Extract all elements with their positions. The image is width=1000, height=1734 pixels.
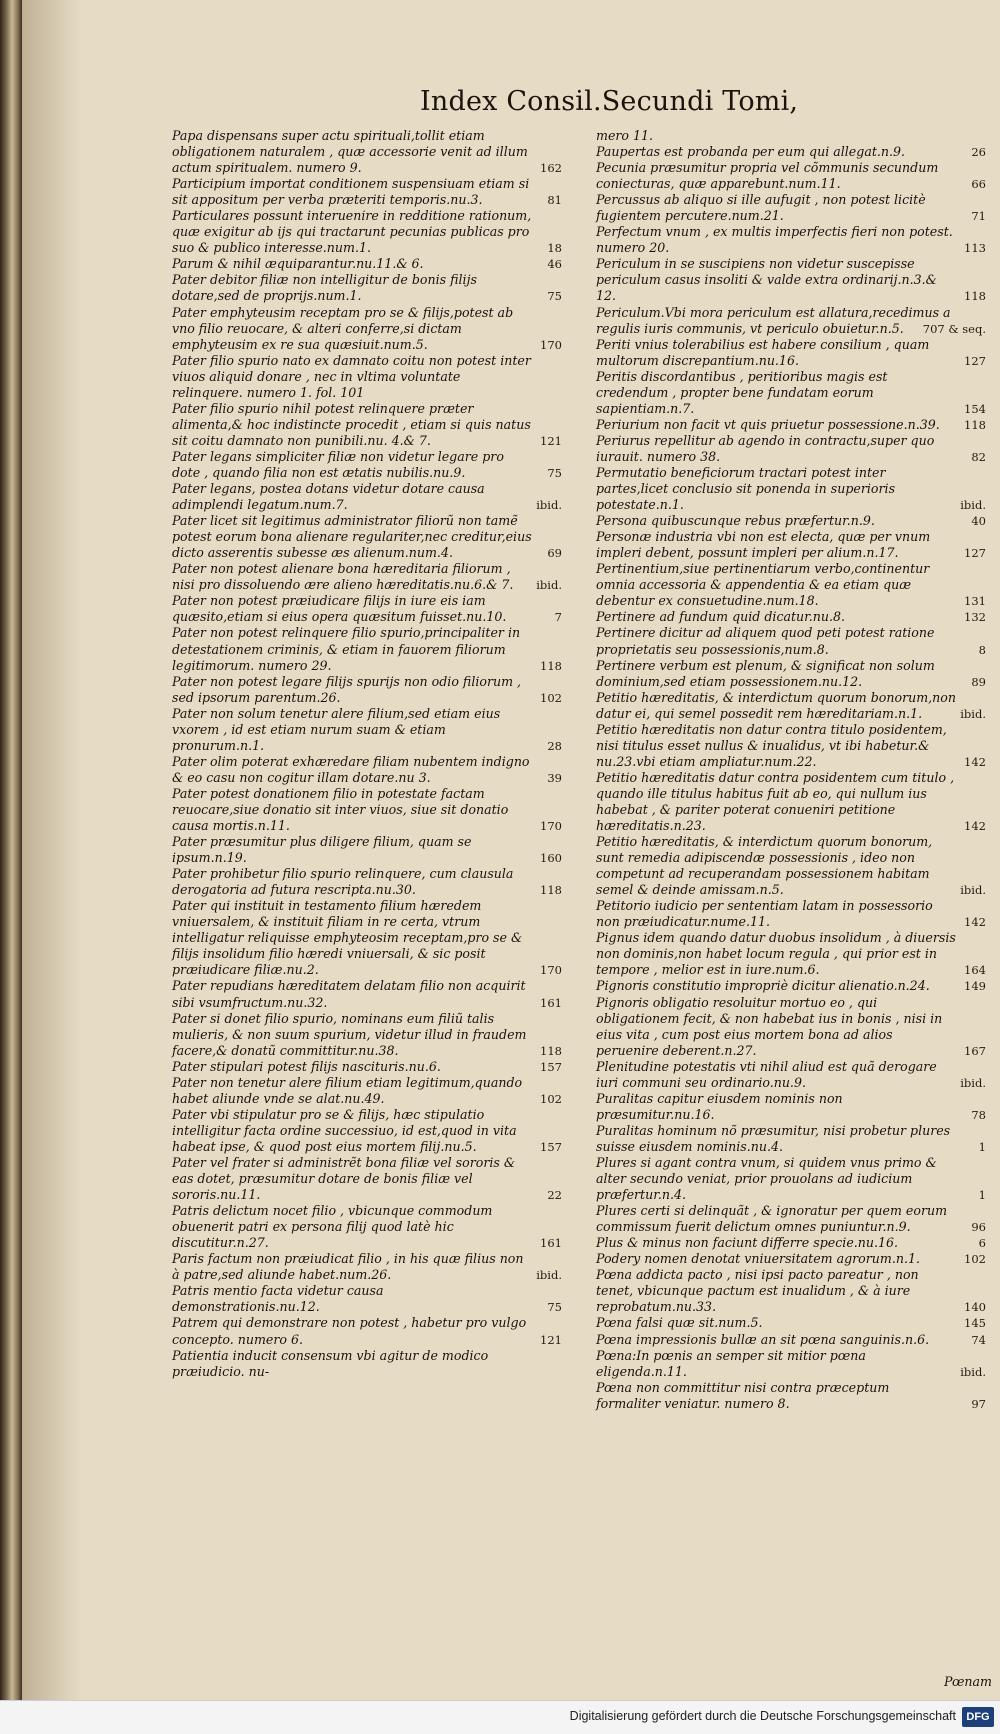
index-entry <box>172 1203 562 1251</box>
index-entry <box>172 481 562 513</box>
index-entry-ref: 81 <box>547 193 562 208</box>
index-entry-text: Pater non potest relinquere filio spurio,principaliter in detestationem criminis, & etiam in fauorem filiorum legitimorum. numero 29. <box>172 625 521 673</box>
index-entry-text: Peritis discordantibus , peritioribus magis est credendum , propter bene fundatam eorum sapientiam.n.7. <box>596 368 888 416</box>
index-entry-ref: 18 <box>547 241 562 256</box>
index-entry-ref: ibid. <box>960 1364 986 1379</box>
index-entry-text: Pœna falsi quæ sit.num.5. <box>596 1315 763 1331</box>
index-entry <box>596 1155 986 1203</box>
index-entry <box>596 1203 986 1235</box>
index-entry-text: Pater debitor filiæ non intelligitur de bonis filijs dotare,sed de proprijs.num.1. <box>172 272 477 304</box>
index-entry <box>596 1315 986 1331</box>
index-entry <box>596 770 986 834</box>
index-entry <box>172 1075 562 1107</box>
index-entry <box>596 256 986 304</box>
index-entry-text: Puralitas capitur eiusdem nominis non præsumitur.nu.16. <box>596 1090 843 1122</box>
index-entry-text: Papa dispensans super actu spirituali,tollit etiam obligationem naturalem , quæ accessorie venit ad illum actum spiritualem. numero 9. <box>172 128 528 176</box>
index-entry-ref: 170 <box>540 819 562 834</box>
index-entry-text: Pater non tenetur alere filium etiam legitimum,quando habet aliunde vnde se alat.nu.49. <box>172 1074 523 1106</box>
index-entry <box>172 898 562 978</box>
index-entry-ref: 142 <box>964 754 986 769</box>
index-entry <box>596 224 986 256</box>
index-entry <box>172 978 562 1010</box>
index-entry-text: Persona quibuscunque rebus præfertur.n.9. <box>596 513 875 529</box>
index-entry-text: Patientia inducit consensum vbi agitur de modico præiudicio. nu- <box>172 1347 489 1379</box>
index-entry <box>596 995 986 1059</box>
index-entry-ref: 121 <box>540 433 562 448</box>
index-entry <box>596 609 986 625</box>
index-entry <box>172 1251 562 1283</box>
index-entry-ref: 157 <box>540 1139 562 1154</box>
index-entry <box>172 353 562 401</box>
index-entry-text: Pater emphyteusim receptam pro se & filijs,potest ab vno filio reuocare, & alteri conferre,si dictam emphyteusim ex re sua quæsiuit.num.5. <box>172 304 514 352</box>
index-entry <box>596 160 986 192</box>
index-entry-text: Patrem qui demonstrare non potest , habetur pro vulgo concepto. numero 6. <box>172 1315 527 1347</box>
index-entry-text: Plures si agant contra vnum, si quidem vnus primo & alter secundo veniat, prior prouolans ad iudicium præfertur.n.4. <box>596 1155 937 1203</box>
index-entry-text: Periti vnius tolerabilius est habere consilium , quam multorum discrepantium.nu.16. <box>596 336 930 368</box>
index-entry-ref: 89 <box>971 674 986 689</box>
index-entry-ref: ibid. <box>960 706 986 721</box>
index-entry <box>596 930 986 978</box>
index-entry <box>172 208 562 256</box>
index-entry-ref: 707 & seq. <box>922 321 986 336</box>
index-entry <box>172 256 562 272</box>
index-entry-ref: 78 <box>971 1107 986 1122</box>
index-entry-text: Plus & minus non faciunt differre specie.nu.16. <box>596 1235 899 1251</box>
index-entry-ref: 161 <box>540 1236 562 1251</box>
index-entry-ref: 145 <box>964 1316 986 1331</box>
index-entry-text: Pater non potest præiudicare filijs in iure eis iam quæsito,etiam si eius opera quæsitum fuisset.nu.10. <box>172 593 507 625</box>
dfg-logo-icon: DFG <box>962 1707 994 1727</box>
index-entry-text: Percussus ab aliquo si ille aufugit , non potest licitè fugientem percutere.num.21. <box>596 192 926 224</box>
index-entry-ref: 102 <box>540 1091 562 1106</box>
index-entry-ref: 69 <box>547 546 562 561</box>
index-entry-text: Permutatio beneficiorum tractari potest inter partes,licet conclusio sit ponenda in superioris potestate.n.1. <box>596 464 896 513</box>
index-entry-ref: 97 <box>971 1396 986 1411</box>
index-entry-text: Pater qui instituit in testamento filium hæredem vniuersalem, & instituit filiam in re certa, vtrum intelligatur reliquisse emphyteosim receptam,pro se & filijs insolidum filio hæredi vniuersali, & sic posit præiudicare filiæ.nu.2. <box>172 898 523 978</box>
index-entry-text: Petitio hæreditatis, & interdictum quorum bonorum, sunt remedia adipiscendæ possessionis , ideo non competunt ad recuperandam possessionem habitam semel & deinde amissam.n.5. <box>596 834 933 898</box>
index-entry-text: Pater prohibetur filio spurio relinquere, cum clausula derogatoria ad futura rescripta.nu.30. <box>172 866 514 898</box>
index-entry-ref: 164 <box>964 963 986 978</box>
index-entry <box>172 866 562 898</box>
index-entry <box>596 417 986 433</box>
index-entry-ref: 140 <box>964 1300 986 1315</box>
index-entry-text: Pater filio spurio nihil potest relinquere præter alimenta,& hoc indistincte procedit , etiam si quis natus sit coitu damnato non punibili.nu. 4.& 7. <box>172 400 531 448</box>
index-entry-ref: 131 <box>964 594 986 609</box>
index-entry-text: Pater vbi stipulatur pro se & filijs, hæc stipulatio intelligitur facta ordine successiuo, id est,quod in vita habeat ipse, & quod post eius mortem filij.nu.5. <box>172 1106 517 1154</box>
index-entry <box>596 513 986 529</box>
index-entry <box>596 433 986 465</box>
index-entry <box>596 625 986 657</box>
index-entry <box>172 176 562 208</box>
index-entry-text: Pater olim poterat exhæredare filiam nubentem indigno & eo casu non cogitur illam dotare.nu 3. <box>172 753 530 785</box>
index-entry <box>596 1348 986 1380</box>
index-entry-text: Pœna non committitur nisi contra præceptum formaliter veniatur. numero 8. <box>596 1379 890 1411</box>
index-entry-text: Parum & nihil æquiparantur.nu.11.& 6. <box>172 256 424 272</box>
index-entry-text: Periurus repellitur ab agendo in contractu,super quo iurauit. numero 38. <box>596 432 935 464</box>
index-entry-text: Plenitudine potestatis vti nihil aliud est quã derogare iuri communi seu ordinario.nu.9. <box>596 1058 937 1090</box>
index-entry-ref: 71 <box>971 209 986 224</box>
index-entry-text: Petitorio iudicio per sententiam latam in possessorio non præiudicatur.nume.11. <box>596 898 933 930</box>
index-entry <box>172 272 562 304</box>
index-entry-ref: 22 <box>547 1188 562 1203</box>
index-entry-text: Pertinentium,siue pertinentiarum verbo,continentur omnia accessoria & appendentia & ea etiam quæ debentur ex consuetudine.num.18. <box>596 561 930 609</box>
index-entry <box>596 305 986 337</box>
index-entry-text: Patris mentio facta videtur causa demonstrationis.nu.12. <box>172 1283 384 1315</box>
index-entry-text: Petitio hæreditatis non datur contra titulo posidentem, nisi titulus esset nullus & inualidus, vt ibi habetur.& nu.23.vbi etiam ampliatur.num.22. <box>596 721 947 769</box>
index-entry-text: Particulares possunt interuenire in redditione rationum, quæ exigitur ab ijs qui tractarunt pecunias publicas pro suo & publico interesse.num.1. <box>172 208 532 256</box>
index-entry <box>596 337 986 369</box>
index-entry <box>596 1251 986 1267</box>
index-entry-ref: 74 <box>971 1332 986 1347</box>
index-entry-text: Petitio hæreditatis datur contra posidentem cum titulo , quando ille titulus habitus fuit ab eo, qui nullum ius habebat , & pariter poterat conueniri petitione hæreditatis.n.23. <box>596 769 955 834</box>
index-entry-ref: 132 <box>964 610 986 625</box>
index-entry-ref: 82 <box>971 449 986 464</box>
index-entry-ref: 127 <box>964 353 986 368</box>
index-entry-ref: 102 <box>540 690 562 705</box>
index-entry <box>172 1059 562 1075</box>
index-entry-text: mero 11. <box>596 128 654 143</box>
index-entry-ref: 160 <box>540 851 562 866</box>
index-entry <box>172 128 562 176</box>
index-entry-text: Pecunia præsumitur propria vel cõmmunis secundum coniecturas, quæ apparebunt.num.11. <box>596 160 939 192</box>
page-title: Index Consil.Secundi Tomi, <box>420 86 799 117</box>
index-entry <box>172 674 562 706</box>
index-entry <box>172 561 562 593</box>
index-entry <box>596 834 986 898</box>
index-entry <box>596 1380 986 1412</box>
index-entry-text: Podery nomen denotat vniuersitatem agrorum.n.1. <box>596 1251 920 1267</box>
index-entry-text: Pater stipulari potest filijs nasciturіs.nu.6. <box>172 1058 441 1074</box>
index-entry-ref: 118 <box>964 417 986 432</box>
index-entry-text: Pœna impressionis bullæ an sit pœna sanguinis.n.6. <box>596 1331 930 1347</box>
index-entry <box>596 465 986 513</box>
index-entry <box>172 625 562 673</box>
index-entry-ref: 26 <box>971 145 986 160</box>
index-column-right <box>596 128 986 1412</box>
index-entry <box>596 1123 986 1155</box>
index-entry <box>596 898 986 930</box>
index-entry-ref: 75 <box>547 465 562 480</box>
index-entry-ref: 142 <box>964 915 986 930</box>
index-entry <box>172 1155 562 1203</box>
book-spine-edge <box>0 0 22 1700</box>
index-entry <box>596 369 986 417</box>
index-entry-text: Pertinere verbum est plenum, & significat non solum dominium,sed etiam possessionem.nu.12. <box>596 657 935 689</box>
index-entry-ref: 157 <box>540 1059 562 1074</box>
index-entry <box>596 690 986 722</box>
index-entry-text: Pater legans, postea dotans videtur dotare causa adimplendi legatum.num.7. <box>172 481 485 513</box>
index-entry-text: Pater si donet filio spurio, nominans eum filiũ talis mulieris, & non suum spurium, videtur illud in fraudem facere,& donatũ committitur.nu.38. <box>172 1010 527 1058</box>
index-entry-text: Patris delictum nocet filio , vbicunque commodum obuenerit patri ex persona filij quod latè hic discutitur.n.27. <box>172 1203 493 1251</box>
index-entry-text: Pœna addicta pacto , nisi ipsi pacto pareatur , non tenet, vbicunque pactum est inualidum , & à iure reprobatum.nu.33. <box>596 1267 919 1315</box>
index-entry-ref: 167 <box>964 1043 986 1058</box>
index-entry-text: Pater legans simpliciter filiæ non videtur legare pro dote , quando filia non est ætatis nubilis.nu.9. <box>172 448 504 480</box>
funding-notice: Digitalisierung gefördert durch die Deutsche Forschungsgemeinschaft <box>569 1709 956 1723</box>
index-entry-ref: 127 <box>964 546 986 561</box>
index-entry-text: Pignoris obligatio resoluitur mortuo eo , qui obligationem fecit, & non habebat ius in bonis , nisi in eius vita , cum post eius mortem bona ad alios peruenire deberent.n.27. <box>596 994 943 1058</box>
index-entry-ref: 118 <box>540 883 562 898</box>
index-entry <box>596 1235 986 1251</box>
index-entry-ref: 28 <box>547 738 562 753</box>
index-entry-text: Periculum in se suscipiens non videtur suscepisse periculum casus insoliti & valde extra ordinarij.n.3.& 12. <box>596 256 937 304</box>
index-entry <box>596 192 986 224</box>
index-entry <box>172 401 562 449</box>
index-entry-text: Personæ industria vbi non est electa, quæ per vnum impleri debent, possunt impleri per alium.n.17. <box>596 529 931 561</box>
index-entry <box>172 513 562 561</box>
index-entry-ref: 170 <box>540 337 562 352</box>
index-entry-ref: 46 <box>547 257 562 272</box>
index-entry <box>596 722 986 770</box>
index-entry-ref: 75 <box>547 289 562 304</box>
index-entry <box>596 1332 986 1348</box>
index-entry-text: Pater vel frater si administrẽt bona filiæ vel sororis & eas dotet, præsumitur dotare de bonis filiæ vel sororis.nu.11. <box>172 1155 516 1203</box>
index-entry-ref: ibid. <box>536 498 562 513</box>
index-entry-ref: 154 <box>964 401 986 416</box>
index-entry-text: Participium importat conditionem suspensiuam etiam si sit appositum per verba præteriti temporis.nu.3. <box>172 176 530 208</box>
index-entry-text: Pater non solum tenetur alere filium,sed etiam eius vxorem , id est etiam nurum suam & etiam pronurum.n.1. <box>172 705 501 753</box>
index-entry <box>596 561 986 609</box>
index-entry-ref: 142 <box>964 819 986 834</box>
index-entry-text: Plures certi si delinquãt , & ignoratur per quem eorum commissum fuerit delictum omnes puniuntur.n.9. <box>596 1203 948 1235</box>
index-entry-text: Pignoris constitutio impropriè dicitur alienatio.n.24. <box>596 978 930 994</box>
index-entry <box>172 305 562 353</box>
index-entry-text: Pater non potest legare filijs spurijs non odio filiorum , sed ipsorum parentum.26. <box>172 673 522 705</box>
index-entry-ref: 1 <box>978 1188 986 1203</box>
index-entry-ref: 40 <box>971 514 986 529</box>
index-entry-ref: 75 <box>547 1300 562 1315</box>
index-entry-text: Puralitas hominum nõ præsumitur, nisi probetur plures suisse eiusdem nominis.nu.4. <box>596 1122 951 1154</box>
index-column-left <box>172 128 562 1380</box>
index-entry-ref: 102 <box>964 1252 986 1267</box>
index-entry <box>596 1059 986 1091</box>
index-entry <box>172 593 562 625</box>
index-entry <box>596 978 986 994</box>
index-entry <box>596 128 986 144</box>
index-entry-ref: 8 <box>978 642 986 657</box>
index-entry <box>172 754 562 786</box>
index-entry-text: Pœna:In pœnis an semper sit mitior pœna eligenda.n.11. <box>596 1347 866 1379</box>
index-entry-ref: 121 <box>540 1332 562 1347</box>
index-entry <box>172 1348 562 1380</box>
index-entry <box>172 1107 562 1155</box>
index-entry <box>172 449 562 481</box>
index-entry-text: Pater præsumitur plus diligere filium, quam se ipsum.n.19. <box>172 834 472 866</box>
index-entry <box>172 786 562 834</box>
index-entry-ref: 118 <box>964 289 986 304</box>
index-entry <box>172 1283 562 1315</box>
index-entry-text: Pater repudians hæreditatem delatam filio non acquirit sibi vsumfructum.nu.32. <box>172 978 526 1010</box>
index-entry <box>596 658 986 690</box>
index-entry-text: Pater licet sit legitimus administrator filiorũ non tamẽ potest eorum bona alienare regulariter,nec creditur,eius dicto asserentis subesse æs alienum.num.4. <box>172 513 532 561</box>
index-entry-text: Pignus idem quando datur duobus insolidum , à diuersis non dominis,non habet locum regula , qui prior est in tempore , melior est in iure.num.6. <box>596 930 956 978</box>
index-entry-ref: 1 <box>978 1139 986 1154</box>
index-entry <box>596 529 986 561</box>
index-entry-ref: 96 <box>971 1220 986 1235</box>
index-entry <box>596 1091 986 1123</box>
index-entry-text: Perfectum vnum , ex multis imperfectis fieri non potest. numero 20. <box>596 224 953 256</box>
index-entry <box>172 1315 562 1347</box>
index-entry-ref: 7 <box>554 610 562 625</box>
index-entry-ref: 118 <box>540 658 562 673</box>
index-entry-ref: 39 <box>547 770 562 785</box>
index-entry-text: Pater non potest alienare bona hæreditaria filiorum , nisi pro dissoluendo ære alieno hæreditatis.nu.6.& 7. <box>172 561 514 593</box>
index-entry-text: Pater filio spurio nato ex damnato coitu non potest inter viuos aliquid donare , nec in vltima voluntate relinquere. numero 1. fol. 101 <box>172 352 531 400</box>
index-entry-ref: 118 <box>540 1043 562 1058</box>
index-entry-text: Periculum.Vbi mora periculum est allatura,recedimus a regulis iuris communis, vt periculo obuietur.n.5. <box>596 304 951 336</box>
index-entry-ref: 162 <box>540 161 562 176</box>
index-entry-text: Paris factum non præiudicat filio , in his quæ filius non à patre,sed aliunde habet.num.26. <box>172 1251 524 1283</box>
index-entry-ref: 149 <box>964 979 986 994</box>
index-entry <box>172 706 562 754</box>
index-entry-text: Paupertas est probanda per eum qui allegat.n.9. <box>596 144 906 160</box>
index-entry-ref: 170 <box>540 963 562 978</box>
index-entry-ref: ibid. <box>536 1268 562 1283</box>
index-entry-text: Pertinere dicitur ad aliquem quod peti potest ratione proprietatis seu possessionis,num.8. <box>596 625 935 657</box>
index-entry-text: Pertinere ad fundum quid dicatur.nu.8. <box>596 609 846 625</box>
index-entry-ref: 113 <box>964 241 986 256</box>
index-entry-text: Periurium non facit vt quis priuetur possessione.n.39. <box>596 416 940 432</box>
index-entry <box>596 1267 986 1315</box>
index-entry-ref: 6 <box>978 1236 986 1251</box>
index-entry-ref: ibid. <box>960 498 986 513</box>
index-entry-ref: ibid. <box>536 578 562 593</box>
index-entry-text: Petitio hæreditatis, & interdictum quorum bonorum,non datur ei, qui semel possedit rem hæreditariam.n.1. <box>596 689 956 721</box>
index-entry-ref: ibid. <box>960 883 986 898</box>
index-entry-ref: 161 <box>540 995 562 1010</box>
index-entry-ref: 66 <box>971 177 986 192</box>
index-entry-text: Pater potest donationem filio in potestate factam reuocare,siue donatio sit inter viuos, siue sit donatio causa mortis.n.11. <box>172 785 509 834</box>
index-entry <box>596 144 986 160</box>
index-entry <box>172 834 562 866</box>
index-entry-ref: ibid. <box>960 1075 986 1090</box>
footer-bar <box>0 1700 1000 1734</box>
index-entry <box>172 1011 562 1059</box>
catchword: Pœnam <box>944 1674 992 1689</box>
